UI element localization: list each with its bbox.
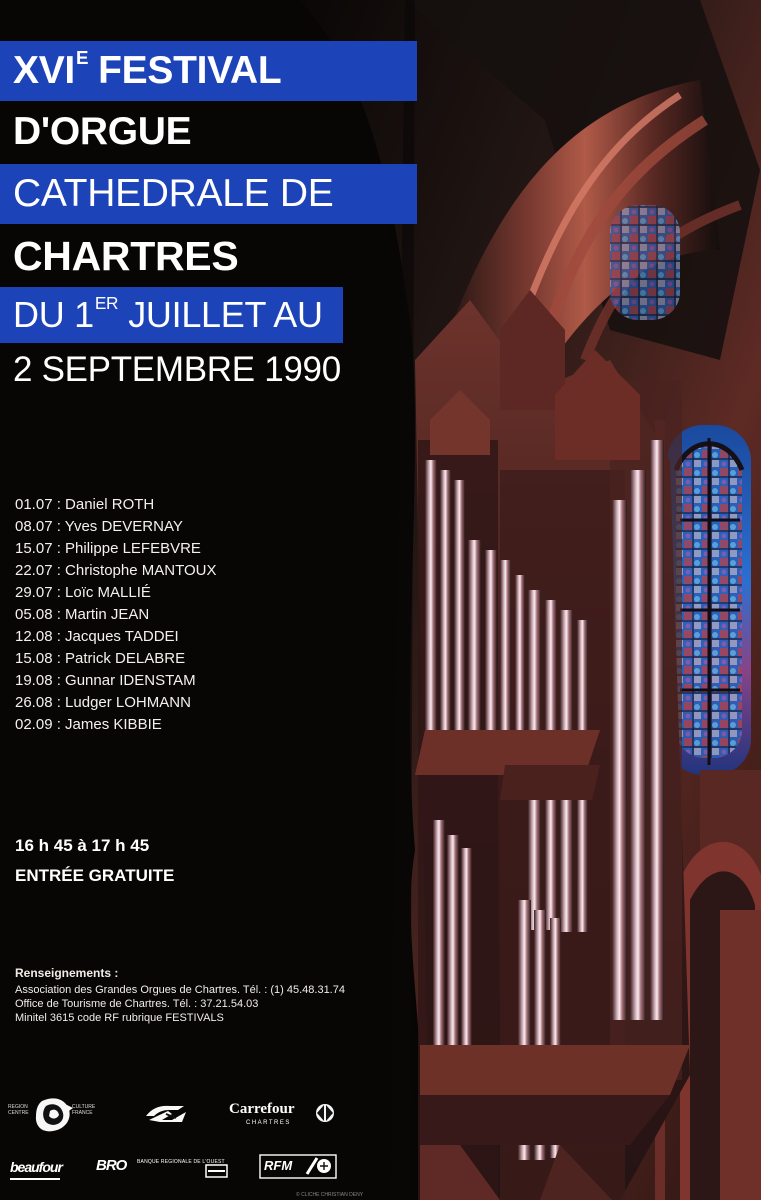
program-item: 22.07 : Christophe MANTOUX <box>15 562 217 579</box>
end-date: 2 SEPTEMBRE 1990 <box>13 350 341 389</box>
festival-title-line-2 <box>13 103 191 161</box>
culture-text-line-2: FRANCE <box>72 1110 93 1116</box>
carrefour-city: CHARTRES <box>246 1120 291 1126</box>
festival-word: FESTIVAL <box>98 49 282 92</box>
festival-date-line-2 <box>13 346 341 394</box>
bro-full-name: BANQUE REGIONALE DE L'OUEST <box>137 1159 225 1165</box>
dg-logo-graphic <box>142 1101 190 1127</box>
program-item: 12.08 : Jacques TADDEI <box>15 628 179 645</box>
carrefour-name: Carrefour <box>229 1101 295 1117</box>
start-day: DU 1 <box>13 294 94 335</box>
program-item: 19.08 : Gunnar IDENSTAM <box>15 672 196 689</box>
festival-title-line-1: XVI $^E$ FESTIVAL <box>0 41 417 101</box>
program-item: 05.08 : Martin JEAN <box>15 606 150 623</box>
region-logo-graphic <box>8 1096 108 1138</box>
information-line: Office de Tourisme de Chartres. Tél. : 37.21.54.03 <box>15 998 259 1010</box>
region-text-line-1: REGION <box>8 1104 28 1110</box>
organ-title: D'ORGUE <box>13 110 192 153</box>
festival-title-line-3 <box>0 164 417 224</box>
program-item: 15.08 : Patrick DELABRE <box>15 650 186 667</box>
region-text-line-2: CENTRE <box>8 1110 29 1116</box>
bro-logo <box>96 1158 232 1178</box>
information-line: Association des Grandes Orgues de Chartres. Tél. : (1) 45.48.31.74 <box>15 984 345 996</box>
program-item: 26.08 : Ludger LOHMANN <box>15 694 191 711</box>
admission-text: ENTRÉE GRATUITE <box>15 866 175 885</box>
program-item: 29.07 : Loïc MALLIÉ <box>15 584 151 601</box>
festival-number: XVI <box>13 49 75 92</box>
photo-credit: © CLICHE CHRISTIAN DENY <box>296 1192 364 1198</box>
beaufour-logo <box>10 1160 62 1178</box>
information-block <box>15 966 345 1025</box>
concert-time: 16 h 45 à 17 h 45 <box>15 836 150 855</box>
region-culture-logos <box>8 1096 108 1138</box>
rfm-text: RFM <box>264 1158 293 1173</box>
schedule-block <box>15 831 174 891</box>
program-item: 02.09 : James KIBBIE <box>15 716 162 733</box>
festival-title-line-4 <box>13 226 238 286</box>
information-line: Minitel 3615 code RF rubrique FESTIVALS <box>15 1012 224 1024</box>
rfm-logo <box>259 1154 337 1179</box>
festival-date-line-1: DU 1 $^{ER}$ JUILLET AU <box>0 287 343 343</box>
carrefour-icon <box>313 1101 337 1125</box>
carrefour-logo <box>225 1101 338 1129</box>
cathedral-title: CATHEDRALE DE <box>13 172 334 215</box>
dg-logo <box>142 1101 190 1127</box>
culture-text-line-1: CULTURE <box>72 1104 96 1110</box>
city-title: CHARTRES <box>13 232 239 279</box>
beaufour-text: beaufour <box>10 1160 60 1180</box>
bank-card-icon <box>205 1164 228 1178</box>
concert-program-list <box>15 494 385 736</box>
program-item: 08.07 : Yves DEVERNAY <box>15 518 183 535</box>
program-item: 01.07 : Daniel ROTH <box>15 496 155 513</box>
information-heading: Renseignements : <box>15 966 119 980</box>
program-item: 15.07 : Philippe LEFEBVRE <box>15 540 201 557</box>
start-month: JUILLET AU <box>128 294 323 335</box>
bro-text: BRO <box>96 1157 127 1174</box>
